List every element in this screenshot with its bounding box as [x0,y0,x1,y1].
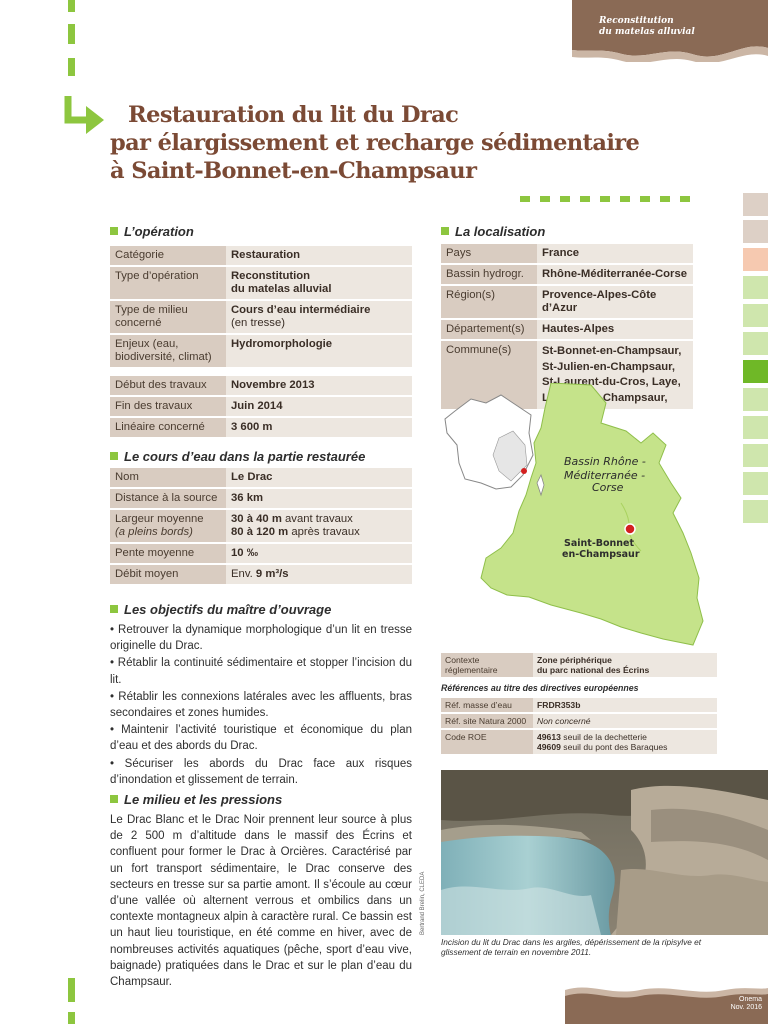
roe-code: 49609 [537,742,561,752]
chapter-tab[interactable] [743,304,768,327]
row-label [110,301,226,333]
refs-table [441,698,717,756]
width-before: 30 à 40 m [231,513,282,525]
value-note: (en tresse) [231,317,285,329]
row-value: Restauration [226,246,412,265]
label-line: Type de milieu [115,304,188,316]
label-line: biodiversité, climat) [115,351,212,363]
bullet-square-icon [110,227,118,235]
heading-text: Le milieu et les pressions [124,792,283,807]
table-row [110,376,412,395]
row-label: Débit moyen [110,565,226,584]
table-row [441,730,717,754]
row-value: France [537,244,693,263]
heading-text: Les objectifs du maître d’ouvrage [124,602,332,617]
title-underline-dash [640,196,650,202]
label-line: Enjeux (eau, [115,338,179,350]
heading-text: L’opération [124,224,194,239]
row-label [110,510,226,542]
title-underline-dash [680,196,690,202]
margin-dash [68,0,75,12]
flow-value: 9 m³/s [255,568,289,580]
table-row [110,544,412,563]
label-line: Largeur moyenne [115,513,204,525]
roe-text: seuil de la dechetterie [563,732,647,742]
section-heading-milieu [110,792,282,807]
table-row [110,468,412,487]
value-line: du parc national des Écrins [537,665,650,675]
heading-text: Le cours d’eau dans la partie restaurée [124,449,366,464]
value-line [231,513,407,526]
list-item: • Retrouver la dynamique morphologique d’un lit en tresse originelle du Drac. [110,624,412,653]
town-label-line: en-Champsaur [562,549,640,560]
chapter-tab[interactable] [743,248,768,271]
title-line: par élargissement et recharge sédimentaire [110,130,640,156]
refs-title: Références au titre des directives européennes [441,683,639,693]
chapter-tab[interactable] [743,220,768,243]
bullet-square-icon [110,605,118,613]
table-row [110,335,412,367]
bullet-square-icon [110,795,118,803]
value-line: Reconstitution [231,270,311,282]
banner-line: Reconstitution [599,16,674,26]
commune-line: St-Julien-en-Champsaur, [542,360,676,373]
list-item: • Sécuriser les abords du Drac face aux risques d’inondation et glissement de terrain. [110,757,412,786]
chapter-tab[interactable] [743,388,768,411]
row-label: Début des travaux [110,376,226,395]
row-label: Département(s) [441,320,537,339]
table-row [110,246,412,265]
row-label: Catégorie [110,246,226,265]
table-row [110,267,412,299]
width-before-note: avant travaux [285,513,353,525]
table-row [110,565,412,584]
chapter-tab[interactable] [743,500,768,523]
green-arrow-icon [64,94,110,136]
basin-map [441,383,741,653]
list-item: • Rétablir les connexions latérales avec les affluents, bras secondaires et zones humides. [110,690,412,720]
title-underline-dash [560,196,570,202]
footer-line: Onema [739,996,762,1003]
row-value: Hautes-Alpes [537,320,693,339]
table-row [441,714,717,728]
river-photo [441,770,768,935]
commune-line: St-Bonnet-en-Champsaur, [542,345,682,357]
commune-line: St-Laurent-du-Cros, Laye, [542,376,681,388]
table-row [441,698,717,712]
row-value [533,730,717,754]
chapter-tab[interactable] [743,416,768,439]
title-underline-dash [620,196,630,202]
label-line: concerné [115,317,162,329]
basin-label-line: Corse [592,481,624,494]
section-banner [572,0,768,62]
row-label: Réf. site Natura 2000 [441,714,533,728]
chapter-tab[interactable] [743,332,768,355]
label-line: Contexte [445,655,480,665]
row-label: Fin des travaux [110,397,226,416]
footer-text [731,996,762,1012]
footer-line: Nov. 2016 [730,1004,762,1011]
roe-text: seuil du pont des Baraques [563,742,668,752]
row-value: Juin 2014 [226,397,412,416]
row-value: Non concerné [533,714,717,728]
row-value: Le Drac [226,468,412,487]
chapter-tab-active[interactable] [743,360,768,383]
row-label: Code ROE [441,730,533,754]
row-value: Novembre 2013 [226,376,412,395]
row-label [441,653,533,677]
basin-label-line: Bassin Rhône - [564,455,646,468]
table-row [441,265,693,284]
margin-dash [68,978,75,1002]
value-line [537,732,713,742]
row-value [226,510,412,542]
dates-table [110,376,412,439]
row-label: Commune(s) [441,341,537,409]
photo-credit: Bertrand Brelin, CLEDA [420,871,426,935]
milieu-paragraph: Le Drac Blanc et le Drac Noir prennent leur source à plus de 2 500 m d’altitude dans le massif des Écrins et confluent pour former le Drac à Orcières. Caractérisé par un fort transport sédimentaire, le Drac conserve des secteurs en tresse sur sa partie amont. Il s’écoule au cœur d’une vallée où alternent verrous et ombilics dans un contexte montagneux alpin à caractère rural. Ce bassin est un haut lieu touristique, en été comme en hiver, avec de nombreuses activités aquatiques (pêche, sport d’eau vive, baignade) pratiquées dans le Drac et sur le plan d’eau du Champsaur. [110,814,412,989]
row-label: Région(s) [441,286,537,318]
row-value: Provence-Alpes-Côte d’Azur [537,286,693,318]
chapter-tab[interactable] [743,193,768,216]
margin-dash [68,1012,75,1024]
list-item: • Rétablir la continuité sédimentaire et stopper l’incision du lit. [110,657,412,686]
row-label [110,335,226,367]
title-line: Restauration du lit du Drac [128,102,459,128]
row-value: 3 600 m [226,418,412,437]
table-row [441,320,693,339]
row-value: FRDR353b [533,698,717,712]
table-row [441,244,693,263]
margin-dash [68,58,75,76]
section-heading-objectives [110,602,331,617]
roe-code: 49613 [537,732,561,742]
title-line: à Saint-Bonnet-en-Champsaur [110,158,477,184]
context-table [441,653,717,679]
title-underline-dash [540,196,550,202]
town-marker-icon [625,524,635,534]
flow-prefix: Env. [231,568,253,580]
town-label-line: Saint-Bonnet [564,538,635,549]
photo-caption: Incision du lit du Drac dans les argiles, dépérissement de la ripisylve et glissement de terrain en novembre 2011. [441,937,702,957]
row-label: Pays [441,244,537,263]
value-line [537,742,713,752]
list-item: • Maintenir l’activité touristique et économique du plan d’eau et des abords du Drac. [110,724,412,753]
row-value: 10 ‰ [226,544,412,563]
table-row [110,489,412,508]
river-table [110,468,412,586]
row-label: Type d’opération [110,267,226,299]
banner-text [599,16,695,38]
row-label: Pente moyenne [110,544,226,563]
value-line [231,526,407,539]
value-line: du matelas alluvial [231,283,332,295]
row-value [226,267,412,299]
bullet-square-icon [110,452,118,460]
label-line: réglementaire [445,665,498,675]
row-label: Distance à la source [110,489,226,508]
title-underline-dash [600,196,610,202]
row-value [226,301,412,333]
section-heading-operation [110,224,194,239]
row-label: Nom [110,468,226,487]
operation-table [110,246,412,369]
value-line: Cours d’eau intermédiaire [231,304,371,316]
row-value: Rhône-Méditerranée-Corse [537,265,693,284]
banner-line: du matelas alluvial [599,27,695,37]
row-value [533,653,717,677]
france-location-dot [521,468,527,474]
row-label: Bassin hydrogr. [441,265,537,284]
basin-label-line: Méditerranée - [564,469,646,482]
label-note: (a pleins bords) [115,526,193,538]
table-row [441,286,693,318]
row-value: 36 km [226,489,412,508]
title-underline-dash [580,196,590,202]
table-row [110,301,412,333]
row-value: Hydromorphologie [226,335,412,367]
value-line: Zone périphérique [537,655,612,665]
objectives-list [110,622,412,789]
section-heading-river [110,449,365,464]
section-heading-localisation [441,224,545,239]
chapter-tab[interactable] [743,276,768,299]
bullet-square-icon [441,227,449,235]
row-label: Réf. masse d’eau [441,698,533,712]
width-after-note: après travaux [291,526,360,538]
row-label: Linéaire concerné [110,418,226,437]
chapter-tab[interactable] [743,472,768,495]
page-title [110,101,639,185]
table-row [110,510,412,542]
title-underline-dash [520,196,530,202]
title-underline-dash [660,196,670,202]
commune-line: La Fare-en-Champsaur, [542,391,668,404]
table-row [110,418,412,437]
table-row [110,397,412,416]
table-row [441,653,717,677]
chapter-tab[interactable] [743,444,768,467]
heading-text: La localisation [455,224,546,239]
width-after: 80 à 120 m [231,526,289,538]
margin-dash [68,24,75,44]
row-value [226,565,412,584]
